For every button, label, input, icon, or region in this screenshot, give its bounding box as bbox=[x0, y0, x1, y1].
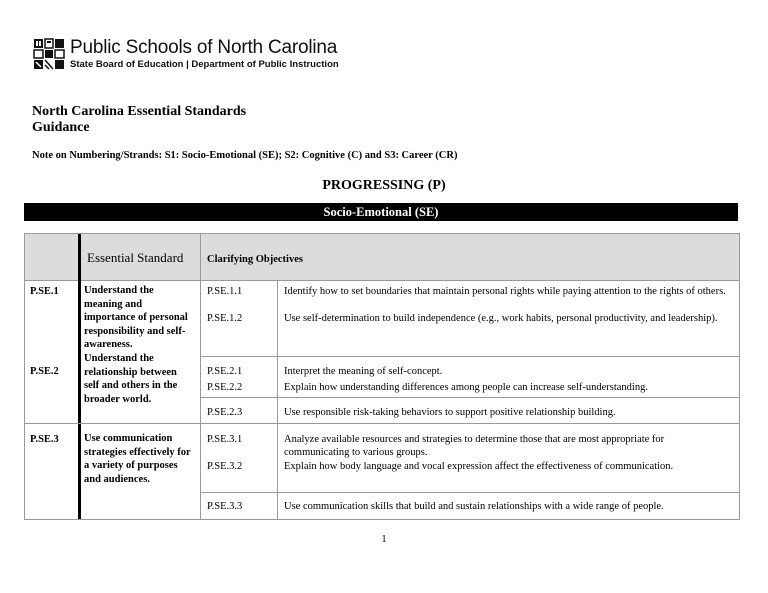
divider bbox=[78, 234, 81, 519]
nc-dpi-logo-mark-icon bbox=[33, 38, 65, 70]
objective-code: P.SE.3.2 bbox=[207, 461, 243, 472]
objective-text: Interpret the meaning of self-concept. bbox=[284, 366, 443, 377]
document-subtitle: Guidance bbox=[32, 120, 90, 135]
objective-text: Analyze available resources and strategies to determine those that are most appropriate for communicating to various groups. bbox=[284, 434, 665, 458]
standard-code: P.SE.2 bbox=[30, 366, 59, 377]
objective-code: P.SE.2.1 bbox=[207, 366, 243, 377]
page-number: 1 bbox=[381, 534, 387, 545]
divider bbox=[200, 492, 739, 493]
objective-text: Use communication skills that build and sustain relationships with a wide range of people. bbox=[284, 501, 664, 512]
divider bbox=[200, 397, 739, 398]
objective-text: Identify how to set boundaries that maintain personal rights while paying attention to the rights of others. bbox=[284, 286, 726, 297]
objective-code: P.SE.3.1 bbox=[207, 434, 243, 445]
objective-text: Explain how body language and vocal expression affect the effectiveness of communication. bbox=[284, 461, 674, 472]
org-name: Public Schools of North Carolina bbox=[70, 37, 338, 58]
objective-text: Use self-determination to build independence (e.g., work habits, personal productivity, and leadership). bbox=[284, 313, 718, 324]
objective-code: P.SE.3.3 bbox=[207, 501, 243, 512]
objective-code: P.SE.1.2 bbox=[207, 313, 243, 324]
org-subtitle: State Board of Education | Department of Public Instruction bbox=[70, 59, 339, 70]
col-header-clarifying-objectives: Clarifying Objectives bbox=[207, 254, 303, 265]
strand-bar: Socio-Emotional (SE) bbox=[24, 203, 738, 221]
objective-code: P.SE.2.3 bbox=[207, 407, 243, 418]
standards-table bbox=[24, 233, 740, 520]
divider bbox=[200, 356, 739, 357]
objective-text: Explain how understanding differences among people can increase self-understanding. bbox=[284, 382, 648, 393]
objective-code: P.SE.2.2 bbox=[207, 382, 243, 393]
divider bbox=[200, 234, 201, 519]
standard-text: Use communication strategies effectively for a variety of purposes and audiences. bbox=[84, 433, 191, 485]
document-title: North Carolina Essential Standards bbox=[32, 104, 247, 119]
col-header-essential-standard: Essential Standard bbox=[87, 250, 184, 265]
divider bbox=[277, 280, 278, 519]
level-heading: PROGRESSING (P) bbox=[322, 178, 446, 193]
divider bbox=[25, 423, 739, 424]
numbering-note: Note on Numbering/Strands: S1: Socio-Emotional (SE); S2: Cognitive (C) and S3: Career (CR) bbox=[32, 150, 458, 161]
objective-text: Use responsible risk-taking behaviors to support positive relationship building. bbox=[284, 407, 616, 418]
table-header bbox=[25, 234, 739, 281]
standard-text: Understand the relationship between self and others in the broader world. bbox=[84, 353, 178, 405]
standard-text: Understand the meaning and importance of personal responsibility and self-awareness. bbox=[84, 285, 188, 351]
standard-code: P.SE.1 bbox=[30, 286, 59, 297]
standard-code: P.SE.3 bbox=[30, 434, 59, 445]
objective-code: P.SE.1.1 bbox=[207, 286, 243, 297]
